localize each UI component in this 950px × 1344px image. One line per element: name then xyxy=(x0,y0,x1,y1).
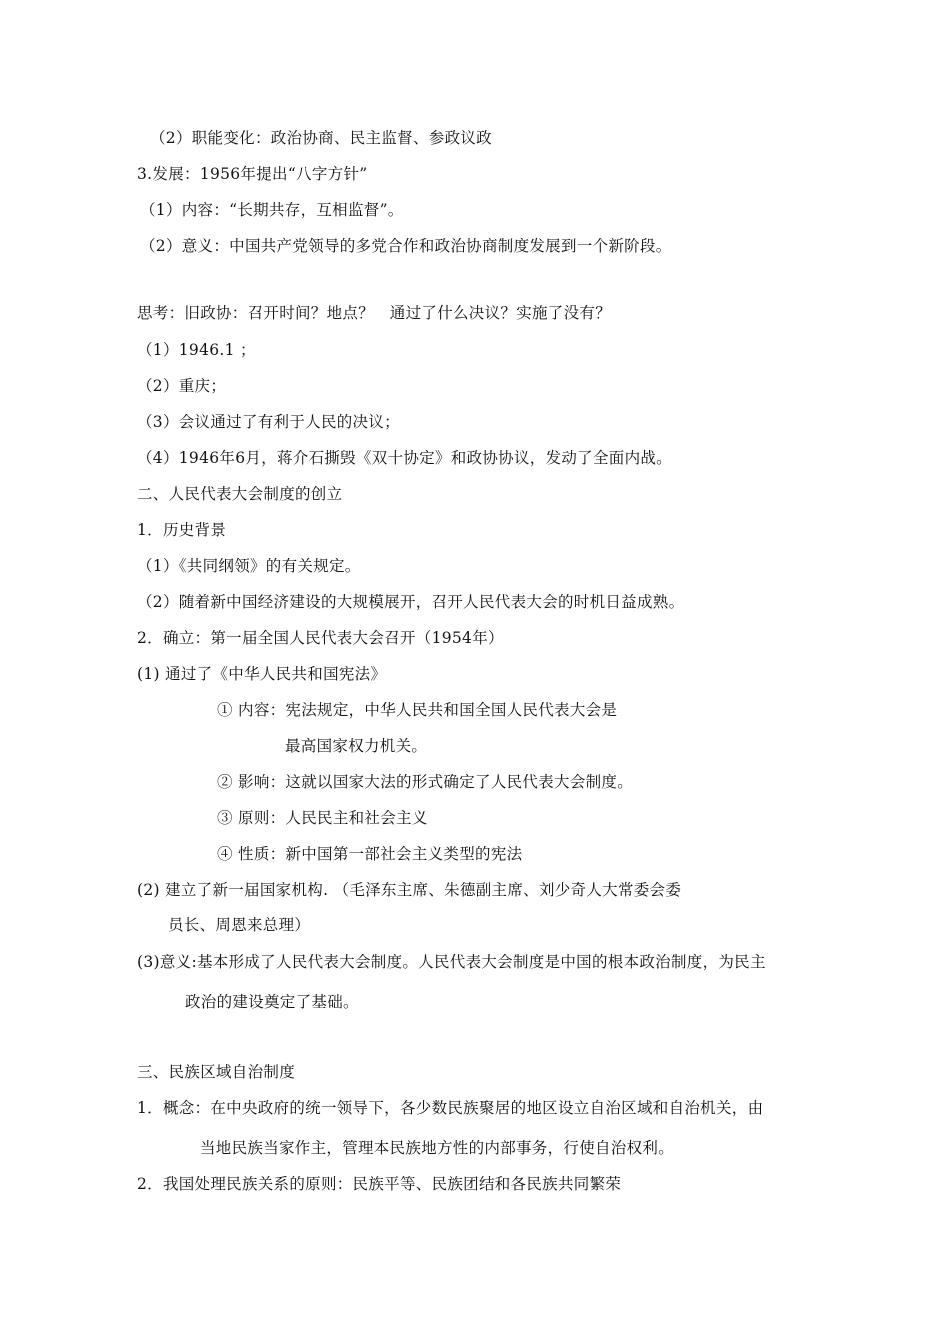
text-line: ④ 性质：新中国第一部社会主义类型的宪法 xyxy=(217,845,523,863)
text-line: （2）职能变化：政治协商、民主监督、参政议政 xyxy=(150,129,492,147)
text-line: （1）《共同纲领》的有关规定。 xyxy=(137,557,361,575)
text-line: 当地民族当家作主，管理本民族地方性的内部事务，行使自治权利。 xyxy=(200,1139,675,1157)
text-line: （1）内容：“长期共存，互相监督”。 xyxy=(140,201,404,219)
text-line: (3)意义:基本形成了人民代表大会制度。人民代表大会制度是中国的根本政治制度，为民主 xyxy=(137,953,766,971)
text-line: 1．历史背景 xyxy=(137,521,227,539)
text-line: 1．概念：在中央政府的统一领导下，各少数民族聚居的地区设立自治区域和自治机关，由 xyxy=(137,1099,764,1117)
section-heading: 三、民族区域自治制度 xyxy=(137,1063,296,1081)
text-line: 3.发展：1956年提出“八字方针” xyxy=(137,165,368,183)
text-line: ① 内容：宪法规定，中华人民共和国全国人民代表大会是 xyxy=(217,701,618,719)
text-line: (2) 建立了新一届国家机构. （毛泽东主席、朱德副主席、刘少奇人大常委会委 xyxy=(137,881,682,899)
text-line: ③ 原则：人民民主和社会主义 xyxy=(217,809,428,827)
text-line: (1) 通过了《中华人民共和国宪法》 xyxy=(137,665,387,683)
text-line: 2．确立：第一届全国人民代表大会召开（1954年） xyxy=(137,629,504,647)
text-line: （3）会议通过了有利于人民的决议； xyxy=(137,413,400,431)
text-line: ② 影响：这就以国家大法的形式确定了人民代表大会制度。 xyxy=(217,773,634,791)
text-line: （2）意义：中国共产党领导的多党合作和政治协商制度发展到一个新阶段。 xyxy=(140,237,672,255)
text-line: （4）1946年6月，蒋介石撕毁《双十协定》和政协协议，发动了全面内战。 xyxy=(137,449,672,467)
text-line: （2）随着新中国经济建设的大规模展开，召开人民代表大会的时机日益成熟。 xyxy=(137,593,685,611)
text-line: （1）1946.1 ； xyxy=(137,341,256,359)
text-line: 员长、周恩来总理） xyxy=(168,916,311,934)
text-line: 最高国家权力机关。 xyxy=(285,737,428,755)
text-line: （2）重庆； xyxy=(137,377,227,395)
text-line: 2．我国处理民族关系的原则：民族平等、民族团结和各民族共同繁荣 xyxy=(137,1175,622,1193)
text-line: 政治的建设奠定了基础。 xyxy=(185,993,359,1011)
text-line: 思考：旧政协：召开时间？地点？ 通过了什么决议？实施了没有？ xyxy=(137,304,612,322)
section-heading: 二、人民代表大会制度的创立 xyxy=(137,485,343,503)
